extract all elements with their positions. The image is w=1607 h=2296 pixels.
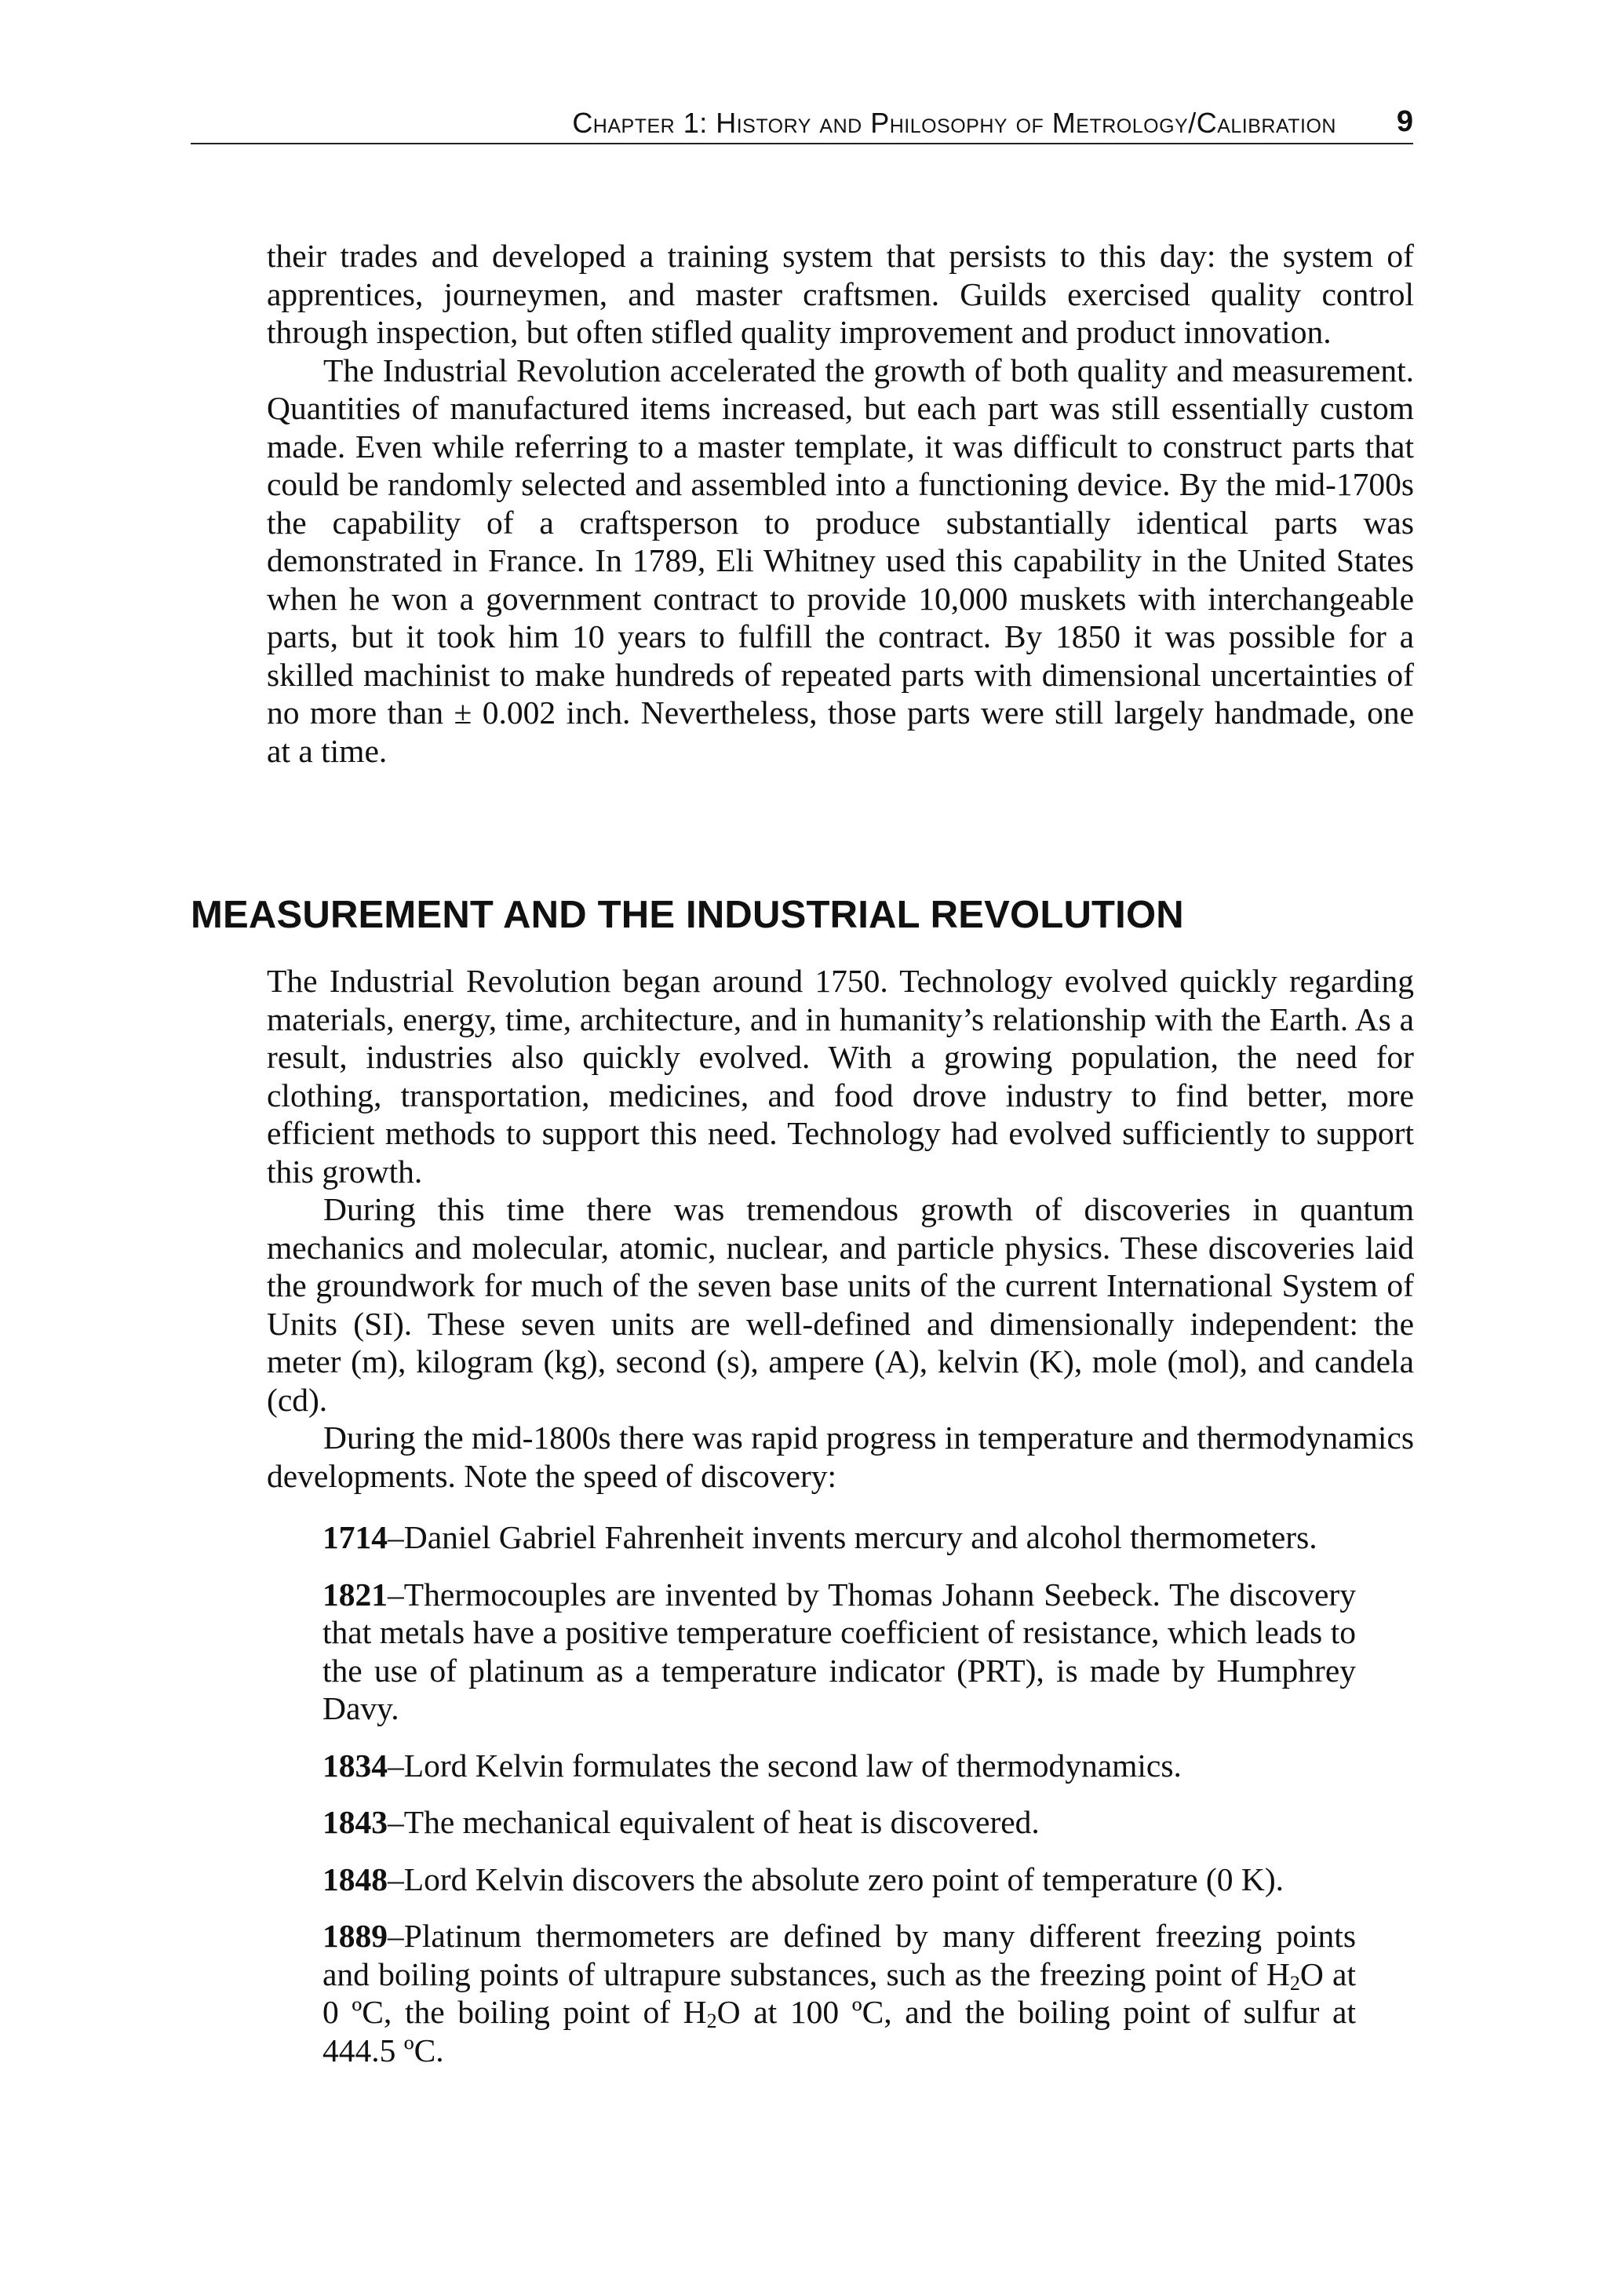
timeline-entry-1848 [322,1860,1356,1899]
timeline-entry-1843 [322,1803,1356,1842]
timeline-text: O at 100 ºC, and the boiling point of sulfur at 444.5 ºC. [322,1994,1357,2068]
timeline-entry-1714 [322,1518,1356,1557]
running-header [191,102,1413,144]
timeline-year: 1821 [322,1576,388,1613]
section-paragraphs [267,962,1414,1495]
timeline-year: 1834 [322,1747,388,1784]
timeline-year: 1848 [322,1860,388,1897]
running-title: Chapter 1: History and Philosophy of Metrology/Calibration [572,107,1336,139]
timeline-year: 1889 [322,1918,388,1954]
timeline-text: –Lord Kelvin discovers the absolute zero point of temperature (0 K). [388,1860,1285,1897]
page-number: 9 [1396,105,1413,138]
timeline-entry-1821 [322,1576,1356,1728]
timeline-year: 1843 [322,1804,388,1840]
paragraph-industrial-revolution-began: The Industrial Revolution began around 1750. Technology evolved quickly regarding materials, energy, time, architecture, and in humanity’s relationship with the Earth. As a result, industries also quickly evolved. With a growing population, the need for clothing, transportation, medicines, and food drove industry to find better, more efficient methods to support this need. Technology had evolved sufficiently to support this growth. [267,963,1414,1190]
timeline-text: –The mechanical equivalent of heat is discovered. [388,1804,1040,1840]
paragraph-guilds: their trades and developed a training system that persists to this day: the system of apprentices, journeymen, and master craftsmen. Guilds exercised quality control through inspection, but often stifled quality improvement and product innovation. [267,238,1414,350]
subscript-2: 2 [1289,1971,1300,1995]
paragraph-si-units: During this time there was tremendous growth of discoveries in quantum mechanics and molecular, atomic, nuclear, and particle physics. These discoveries laid the groundwork for much of the seven base units of the current International System of Units (SI). These seven units are well-defined and dimensionally independent: the meter (m), kilogram (kg), second (s), ampere (A), kelvin (K), mole (mol), and candela (cd). [267,1191,1414,1418]
discovery-timeline [322,1518,1356,2088]
paragraph-industrial-revolution-quality: The Industrial Revolution accelerated the growth of both quality and measurement. Quantities of manufactured items increased, but each part was still essentially custom made. Even while referring to a master template, it was difficult to construct parts that could be randomly selected and assembled into a functioning device. By the mid-1700s the capability of a craftsperson to produce substantially identical parts was demonstrated in France. In 1789, Eli Whitney used this capability in the United States when he won a government contract to provide 10,000 muskets with interchangeable parts, but it took him 10 years to fulfill the contract. By 1850 it was possible for a skilled machinist to make hundreds of repeated parts with dimensional uncertainties of no more than ± 0.002 inch. Nevertheless, those parts were still largely handmade, one at a time. [267,352,1414,769]
subscript-2: 2 [706,2010,717,2032]
timeline-text: –Platinum thermometers are defined by many different freezing points and boiling points of ultrapure substances, such as the freezing point of H [322,1918,1356,1992]
opening-paragraphs [267,237,1414,770]
paragraph-thermodynamics: During the mid-1800s there was rapid progress in temperature and thermodynamics developments. Note the speed of discovery: [267,1420,1414,1494]
timeline-year: 1714 [322,1519,388,1555]
timeline-text: O at 0 ºC, the boiling point of H [322,1955,1357,2030]
timeline-text: –Daniel Gabriel Fahrenheit invents mercury and alcohol thermometers. [388,1519,1317,1555]
timeline-text: –Lord Kelvin formulates the second law of thermodynamics. [388,1747,1182,1784]
timeline-text: –Thermocouples are invented by Thomas Johann Seebeck. The discovery that metals have a positive temperature coefficient of resistance, which leads to the use of platinum as a temperature indicator (PRT), is made by Humphrey Davy. [322,1576,1356,1726]
timeline-entry-1889 [322,1917,1356,2069]
timeline-entry-1834 [322,1747,1356,1785]
section-heading: MEASUREMENT AND THE INDUSTRIAL REVOLUTION [191,894,1184,936]
